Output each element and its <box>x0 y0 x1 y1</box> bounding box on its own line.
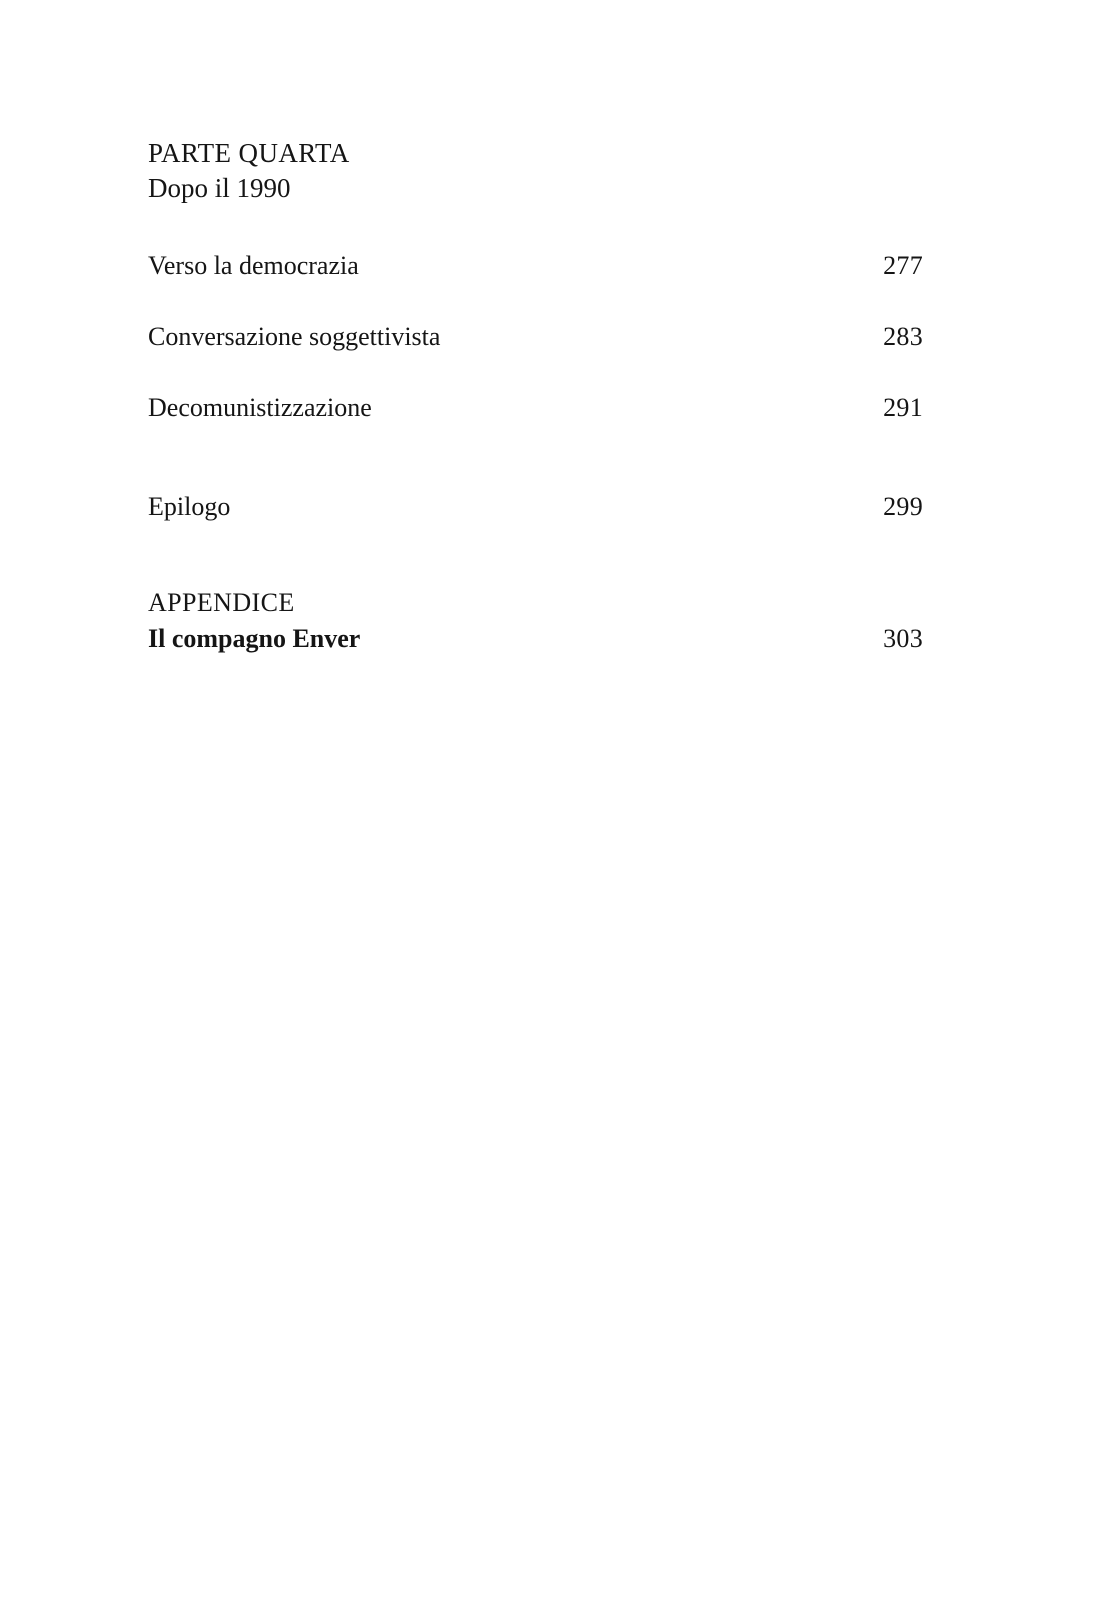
toc-entry[interactable] <box>148 320 923 354</box>
toc-entry-label: Epilogo <box>148 492 231 522</box>
appendix-heading: APPENDICE <box>148 588 295 618</box>
toc-entry-epilogue[interactable] <box>148 490 923 524</box>
part-title: PARTE QUARTA <box>148 138 350 168</box>
part-header <box>148 136 923 205</box>
toc-entry-label: Il compagno Enver <box>148 624 361 654</box>
toc-entry-label: Verso la democrazia <box>148 251 359 281</box>
toc-entry-page: 277 <box>883 251 923 281</box>
toc-entry-page: 283 <box>883 321 923 351</box>
toc-entry[interactable] <box>148 249 923 283</box>
toc-entry[interactable] <box>148 391 923 425</box>
table-of-contents <box>148 136 923 654</box>
part-subtitle: Dopo il 1990 <box>148 172 291 203</box>
toc-entry-page: 299 <box>883 492 923 522</box>
toc-entry-page: 291 <box>883 392 923 422</box>
toc-entry-page: 303 <box>883 624 923 654</box>
toc-entry-appendix[interactable] <box>148 624 923 654</box>
toc-entry-label: Decomunistizzazione <box>148 392 372 422</box>
toc-entry-label: Conversazione soggettivista <box>148 321 441 351</box>
appendix-block <box>148 588 923 654</box>
